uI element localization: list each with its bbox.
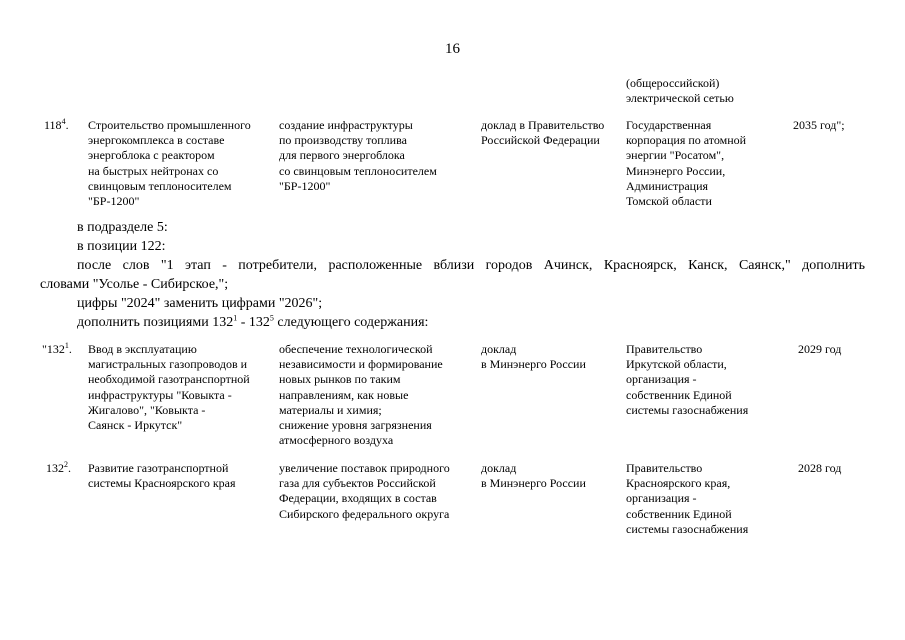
row-132-1-deadline: 2029 год xyxy=(798,342,842,356)
row-118-deadline: 2035 год"; xyxy=(793,118,845,132)
row-118-number-prefix: 118 xyxy=(44,118,62,132)
amendment-after-words-line1: после слов "1 этап - потребители, расположенные вблизи городов Ачинск, Красноярск, Канск, Саянск," дополнить xyxy=(77,258,865,273)
row-118-number xyxy=(44,118,69,133)
row-132-1-result: обеспечение технологической независимости и формирование новых рынков по таким направлениям, как новые материалы и химия; снижение уровня загрязнения атмосферного воздуха xyxy=(279,342,443,448)
row-132-2-number-prefix: 132 xyxy=(46,461,64,475)
row-118-result: создание инфраструктуры по производству топлива для первого энергоблока со свинцовым теплоносителем "БР-1200" xyxy=(279,118,437,193)
row-118-name: Строительство промышленного энергокомплекса в составе энергоблока с реактором на быстрых нейтронах со свинцовым теплоносителем "БР-1200" xyxy=(88,118,251,209)
row-132-2-report: доклад в Минэнерго России xyxy=(481,461,586,491)
amendment-add-positions xyxy=(77,314,428,332)
row-132-1-report: доклад в Минэнерго России xyxy=(481,342,586,372)
continued-responsible: (общероссийской) электрической сетью xyxy=(626,76,734,106)
row-132-2-number-suffix: . xyxy=(68,461,71,475)
add-positions-sup-b: 5 xyxy=(269,313,274,323)
add-positions-text-a: дополнить позициями 132 xyxy=(77,315,234,330)
add-positions-text-b: - 132 xyxy=(237,315,270,330)
row-118-report: доклад в Правительство Российской Федерации xyxy=(481,118,605,148)
row-132-2-number xyxy=(46,461,71,476)
row-132-1-number xyxy=(42,342,72,357)
row-118-number-sup: 4 xyxy=(61,117,66,126)
amendment-after-words-line2: словами "Усолье - Сибирское,"; xyxy=(40,277,229,292)
add-positions-text-c: следующего содержания: xyxy=(273,315,429,330)
row-132-2-result: увеличение поставок природного газа для субъектов Российской Федерации, входящих в состав Сибирского федерального округа xyxy=(279,461,450,521)
row-132-2-name: Развитие газотранспортной системы Красноярского края xyxy=(88,461,236,491)
row-132-2-number-sup: 2 xyxy=(64,460,68,469)
row-132-1-number-sup: 1 xyxy=(64,341,69,350)
row-132-1-name: Ввод в эксплуатацию магистральных газопроводов и необходимой газотранспортной инфраструктуры "Ковыкта - Жигалово", "Ковыкта - Саянск - Иркутск" xyxy=(88,342,250,433)
row-118-number-suffix: . xyxy=(65,118,69,132)
amendment-position: в позиции 122: xyxy=(77,239,166,254)
amendment-digits: цифры "2024" заменить цифрами "2026"; xyxy=(77,296,323,311)
amendment-subsection: в подразделе 5: xyxy=(77,220,168,235)
page-number: 16 xyxy=(445,41,460,57)
row-132-2-responsible: Правительство Красноярского края, организация - собственник Единой системы газоснабжения xyxy=(626,461,749,536)
row-118-responsible: Государственная корпорация по атомной энергии "Росатом", Минэнерго России, Администрация Томской области xyxy=(626,118,747,209)
row-132-1-responsible: Правительство Иркутской области, организация - собственник Единой системы газоснабжения xyxy=(626,342,749,417)
row-132-2-deadline: 2028 год xyxy=(798,461,842,475)
add-positions-sup-a: 1 xyxy=(233,313,238,323)
row-132-1-number-suffix: . xyxy=(68,342,72,356)
row-132-1-number-prefix: "132 xyxy=(42,342,65,356)
